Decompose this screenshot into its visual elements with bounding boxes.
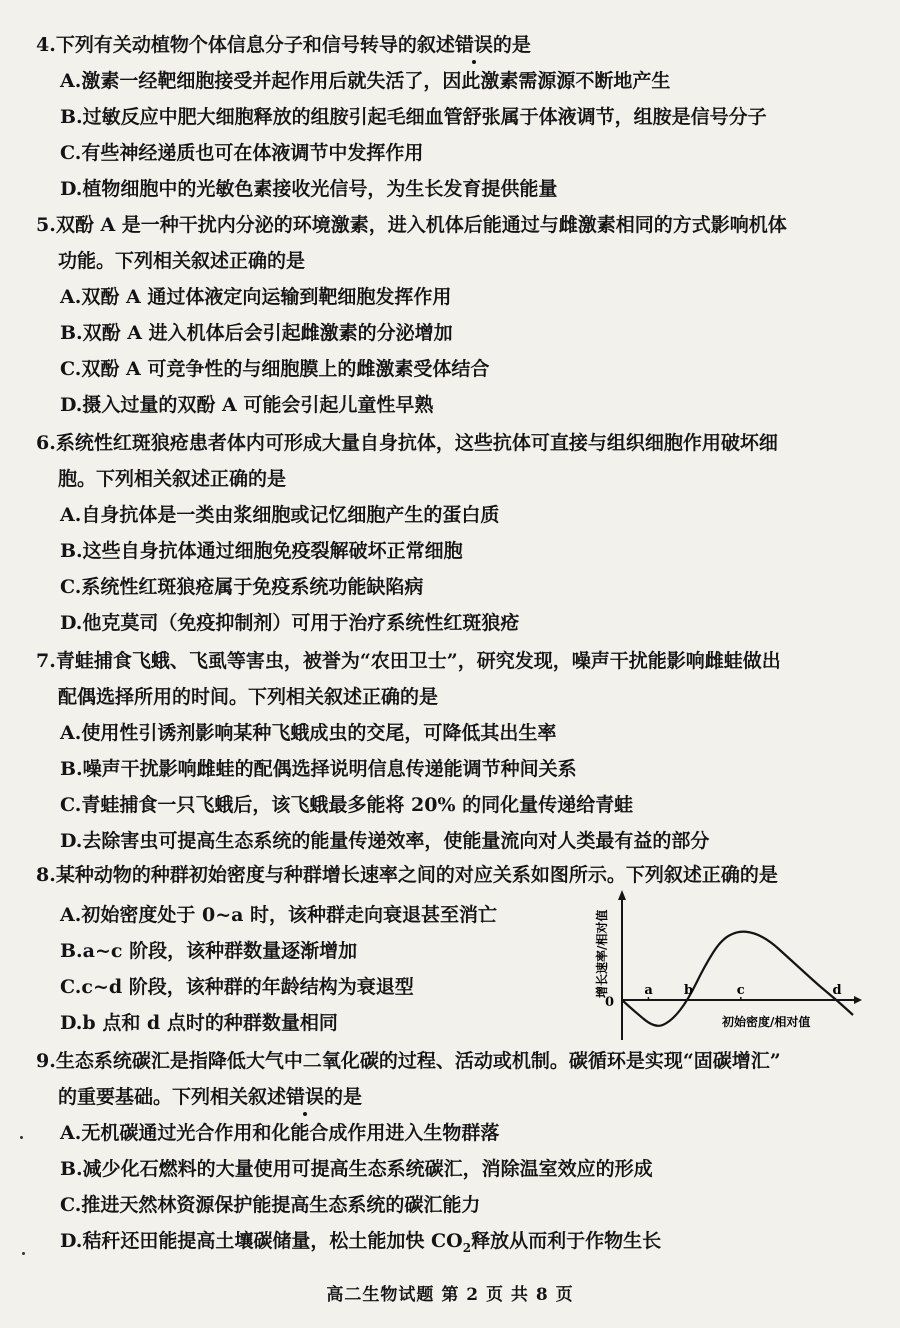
x-axis-arrow: [854, 996, 862, 1004]
point-label-a: a: [644, 983, 653, 998]
y-axis-label: 增长速率/相对值: [595, 909, 609, 998]
scan-speck: [22, 1252, 25, 1255]
page-footer: 高二生物试题 第 2 页 共 8 页: [326, 1285, 574, 1305]
emphasis-wrong: 错误: [286, 1086, 325, 1108]
question-6-option-a: A.自身抗体是一类由浆细胞或记忆细胞产生的蛋白质: [60, 504, 500, 526]
question-5-option-a: A.双酚 A 通过体液定向运输到靶细胞发挥作用: [60, 286, 452, 308]
question-4-stem: 4.下列有关动植物个体信息分子和信号转导的叙述错误的是: [36, 34, 531, 56]
question-8-option-b: B.a~c 阶段，该种群数量逐渐增加: [60, 940, 358, 962]
growth-curve: [622, 932, 853, 1026]
question-4-option-a: A.激素一经靶细胞接受并起作用后就失活了，因此激素需源源不断地产生: [60, 70, 671, 92]
question-9-option-d: D.秸秆还田能提高土壤碳储量，松土能加快 $CO_2$释放从而利于作物生长: [60, 1230, 662, 1255]
question-4-option-d: D.植物细胞中的光敏色素接收光信号，为生长发育提供能量: [60, 178, 558, 200]
question-6-option-d: D.他克莫司（免疫抑制剂）可用于治疗系统性红斑狼疮: [60, 612, 520, 634]
question-6-stem: 6.系统性红斑狼疮患者体内可形成大量自身抗体，这些抗体可直接与组织细胞作用破坏细: [36, 432, 778, 454]
question-8-stem: 8.某种动物的种群初始密度与种群增长速率之间的对应关系如图所示。下列叙述正确的是: [36, 864, 778, 886]
question-7-option-d: D.去除害虫可提高生态系统的能量传递效率，使能量流向对人类最有益的部分: [60, 830, 710, 852]
question-7-option-c: C.青蛙捕食一只飞蛾后，该飞蛾最多能将 20% 的同化量传递给青蛙: [60, 794, 634, 816]
question-7-option-a: A.使用性引诱剂影响某种飞蛾成虫的交尾，可降低其出生率: [60, 722, 557, 744]
question-6-option-b: B.这些自身抗体通过细胞免疫裂解破坏正常细胞: [60, 540, 463, 562]
point-label-b: b: [684, 983, 694, 998]
question-9-stem-cont: 的重要基础。下列相关叙述错误的是: [58, 1086, 363, 1108]
point-label-c: c: [736, 983, 745, 998]
question-5-stem: 5.双酚 A 是一种干扰内分泌的环境激素，进入机体后能通过与雌激素相同的方式影响机体: [36, 214, 787, 236]
population-growth-chart: [592, 890, 862, 1050]
question-5-option-d: D.摄入过量的双酚 A 可能会引起儿童性早熟: [60, 394, 434, 416]
question-5-option-b: B.双酚 A 进入机体后会引起雌激素的分泌增加: [60, 322, 453, 344]
question-8-option-a: A.初始密度处于 0~a 时，该种群走向衰退甚至消亡: [60, 904, 498, 926]
question-4-option-b: B.过敏反应中肥大细胞释放的组胺引起毛细血管舒张属于体液调节，组胺是信号分子: [60, 106, 767, 128]
question-9-option-c: C.推进天然林资源保护能提高生态系统的碳汇能力: [60, 1194, 481, 1216]
x-axis-label: 初始密度/相对值: [722, 1015, 811, 1029]
question-5-stem-cont: 功能。下列相关叙述正确的是: [58, 250, 306, 272]
question-9-option-a: A.无机碳通过光合作用和化能合成作用进入生物群落: [60, 1122, 500, 1144]
question-8-option-d: D.b 点和 d 点时的种群数量相同: [60, 1012, 338, 1034]
question-7-stem: 7.青蛙捕食飞蛾、飞虱等害虫，被誉为“农田卫士”，研究发现，噪声干扰能影响雌蛙做出: [36, 650, 781, 672]
question-9-stem: 9.生态系统碳汇是指降低大气中二氧化碳的过程、活动或机制。碳循环是实现“固碳增汇”: [36, 1050, 781, 1072]
origin-label: 0: [604, 995, 614, 1010]
question-6-option-c: C.系统性红斑狼疮属于免疫系统功能缺陷病: [60, 576, 424, 598]
question-7-option-b: B.噪声干扰影响雌蛙的配偶选择说明信息传递能调节种间关系: [60, 758, 577, 780]
question-7-stem-cont: 配偶选择所用的时间。下列相关叙述正确的是: [58, 686, 439, 708]
y-axis-arrow: [618, 890, 626, 900]
emphasis-wrong: 错误: [454, 34, 493, 56]
question-6-stem-cont: 胞。下列相关叙述正确的是: [58, 468, 287, 490]
point-label-d: d: [832, 983, 842, 998]
question-5-option-c: C.双酚 A 可竞争性的与细胞膜上的雌激素受体结合: [60, 358, 490, 380]
question-4-option-c: C.有些神经递质也可在体液调节中发挥作用: [60, 142, 424, 164]
question-9-option-b: B.减少化石燃料的大量使用可提高生态系统碳汇，消除温室效应的形成: [60, 1158, 653, 1180]
point-labels: [644, 983, 841, 1000]
scan-speck: [20, 1136, 23, 1139]
question-8-option-c: C.c~d 阶段，该种群的年龄结构为衰退型: [60, 976, 414, 998]
